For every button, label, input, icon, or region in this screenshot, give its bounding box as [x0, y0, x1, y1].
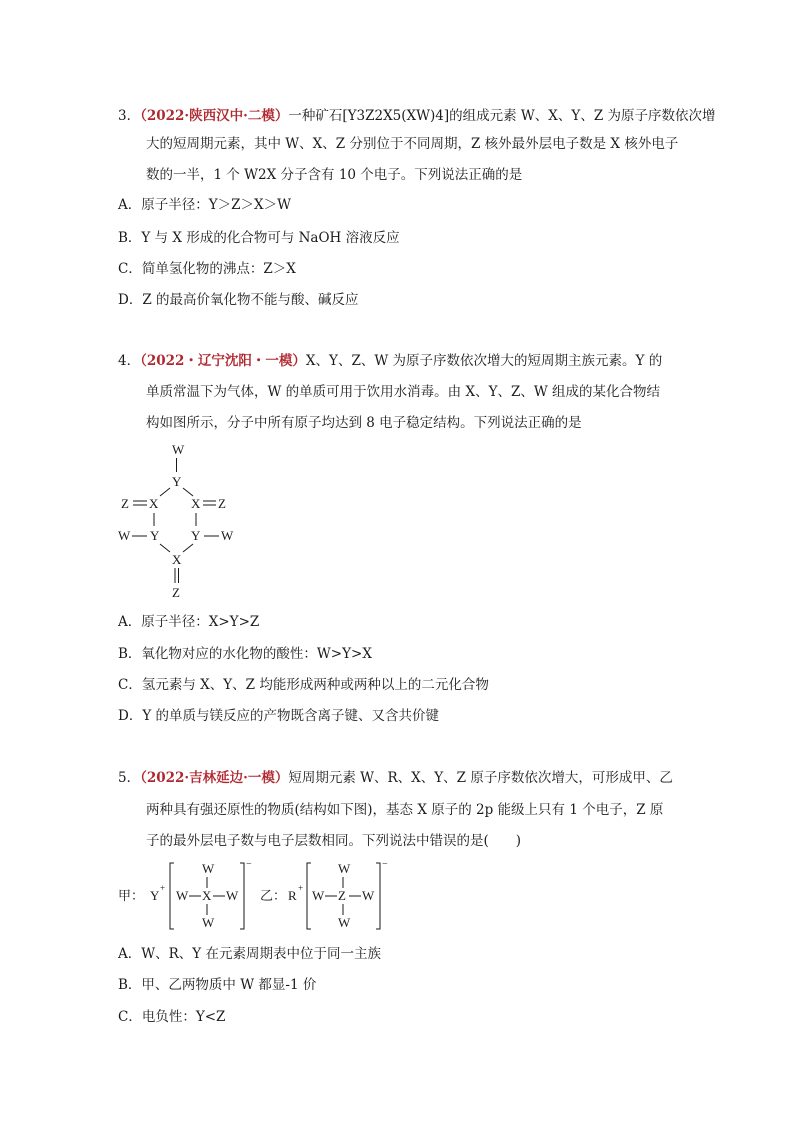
atom-x-right: X: [191, 496, 201, 511]
yi-bracket-right: [376, 863, 380, 929]
bond: [160, 544, 170, 552]
q4-option-d: D．Y 的单质与镁反应的产物既含离子键、又含共价键: [118, 708, 440, 724]
yi-cation-charge: +: [298, 883, 304, 893]
jia-ligand-right: W: [226, 888, 239, 903]
yi-cation: R: [288, 888, 297, 903]
yi-ligand-bottom: W: [338, 915, 351, 930]
q4-stem-line-3: 构如图所示，分子中所有原子均达到 8 电子稳定结构。下列说法正确的是: [146, 415, 582, 431]
bond: [183, 544, 193, 552]
atom-x-bottom: X: [172, 552, 182, 567]
jia-ligand-top: W: [202, 861, 215, 876]
jia-bracket-right: [240, 863, 244, 929]
atom-w-right: W: [221, 528, 234, 543]
q4-structure-diagram: [112, 438, 242, 602]
q5-structure-diagram: [112, 855, 402, 935]
atom-w-left: W: [118, 528, 131, 543]
q4-stem-line-1: [118, 352, 662, 370]
q4-number: 4．: [118, 353, 141, 369]
q4-source: （2022・辽宁沈阳・一模）: [140, 353, 306, 369]
q3-stem-1: 一种矿石[Y3Z2X5(XW)4]的组成元素 W、X、Y、Z 为原子序数依次增: [288, 108, 716, 124]
q3-option-c: C．简单氢化物的沸点：Z＞X: [118, 261, 296, 277]
q5-option-b: B．甲、乙两物质中 W 都显-1 价: [118, 977, 317, 993]
jia-ligand-left: W: [176, 888, 189, 903]
q4-stem-line-2: 单质常温下为气体，W 的单质可用于饮用水消毒。由 X、Y、Z、W 组成的某化合物结: [146, 384, 661, 400]
q5-option-c: C．电负性：Y<Z: [118, 1009, 226, 1025]
jia-cation-charge: +: [160, 883, 166, 893]
atom-x-left: X: [149, 496, 159, 511]
jia-anion-charge: −: [246, 859, 252, 870]
atom-z-right: Z: [218, 496, 226, 511]
q3-option-b: B．Y 与 X 形成的化合物可与 NaOH 溶液反应: [118, 230, 400, 246]
atom-z-left: Z: [121, 496, 129, 511]
atom-y-right: Y: [191, 528, 201, 543]
q3-stem-line-1: [118, 107, 716, 125]
q5-number: 5．: [118, 770, 141, 786]
jia-bracket-left: [170, 863, 174, 929]
jia-ligand-bottom: W: [202, 915, 215, 930]
jia-label: 甲：: [118, 889, 145, 904]
yi-bracket-left: [307, 863, 311, 929]
atom-w-top: W: [172, 442, 185, 457]
q5-stem-line-2: 两种具有强还原性的物质(结构如下图)，基态 X 原子的 2p 能级上只有 1 个电子，Z 原: [146, 802, 664, 818]
jia-center: X: [202, 888, 212, 903]
yi-ligand-right: W: [362, 888, 375, 903]
jia-cation: Y: [150, 888, 160, 903]
q4-option-c: C．氢元素与 X、Y、Z 均能形成两种或两种以上的二元化合物: [118, 677, 489, 693]
q4-option-b: B．氧化物对应的水化物的酸性：W>Y>X: [118, 646, 372, 662]
q3-option-a: A．原子半径：Y＞Z＞X＞W: [118, 197, 292, 213]
yi-anion-charge: −: [382, 859, 388, 870]
q3-stem-line-2: 大的短周期元素，其中 W、X、Z 分别位于不同周期，Z 核外最外层电子数是 X 核外电子: [146, 136, 679, 152]
atom-y-top: Y: [172, 474, 182, 489]
bond: [183, 488, 193, 496]
yi-label: 乙：: [260, 889, 287, 904]
atom-y-left: Y: [150, 528, 160, 543]
yi-center: Z: [338, 888, 346, 903]
atom-z-bottom: Z: [172, 585, 180, 600]
q3-source: （2022·陕西汉中·二模）: [140, 108, 289, 124]
q4-stem-1: X、Y、Z、W 为原子序数依次增大的短周期主族元素。Y 的: [305, 353, 663, 369]
q5-stem-1: 短周期元素 W、R、X、Y、Z 原子序数依次增大，可形成甲、乙: [288, 770, 673, 786]
q4-option-a: A．原子半径：X>Y>Z: [118, 614, 260, 630]
q3-number: 3．: [118, 108, 141, 124]
q3-stem-line-3: 数的一半，1 个 W2X 分子含有 10 个电子。下列说法正确的是: [146, 167, 523, 183]
q5-stem-line-1: [118, 769, 673, 787]
bond: [160, 488, 170, 496]
q5-source: （2022·吉林延边·一模）: [140, 770, 289, 786]
q3-option-d: D．Z 的最高价氧化物不能与酸、碱反应: [118, 292, 359, 308]
yi-ligand-top: W: [338, 861, 351, 876]
q5-option-a: A．W、R、Y 在元素周期表中位于同一主族: [118, 946, 381, 962]
q5-stem-line-3: 子的最外层电子数与电子层数相同。下列说法中错误的是( ): [146, 833, 522, 849]
yi-ligand-left: W: [312, 888, 325, 903]
